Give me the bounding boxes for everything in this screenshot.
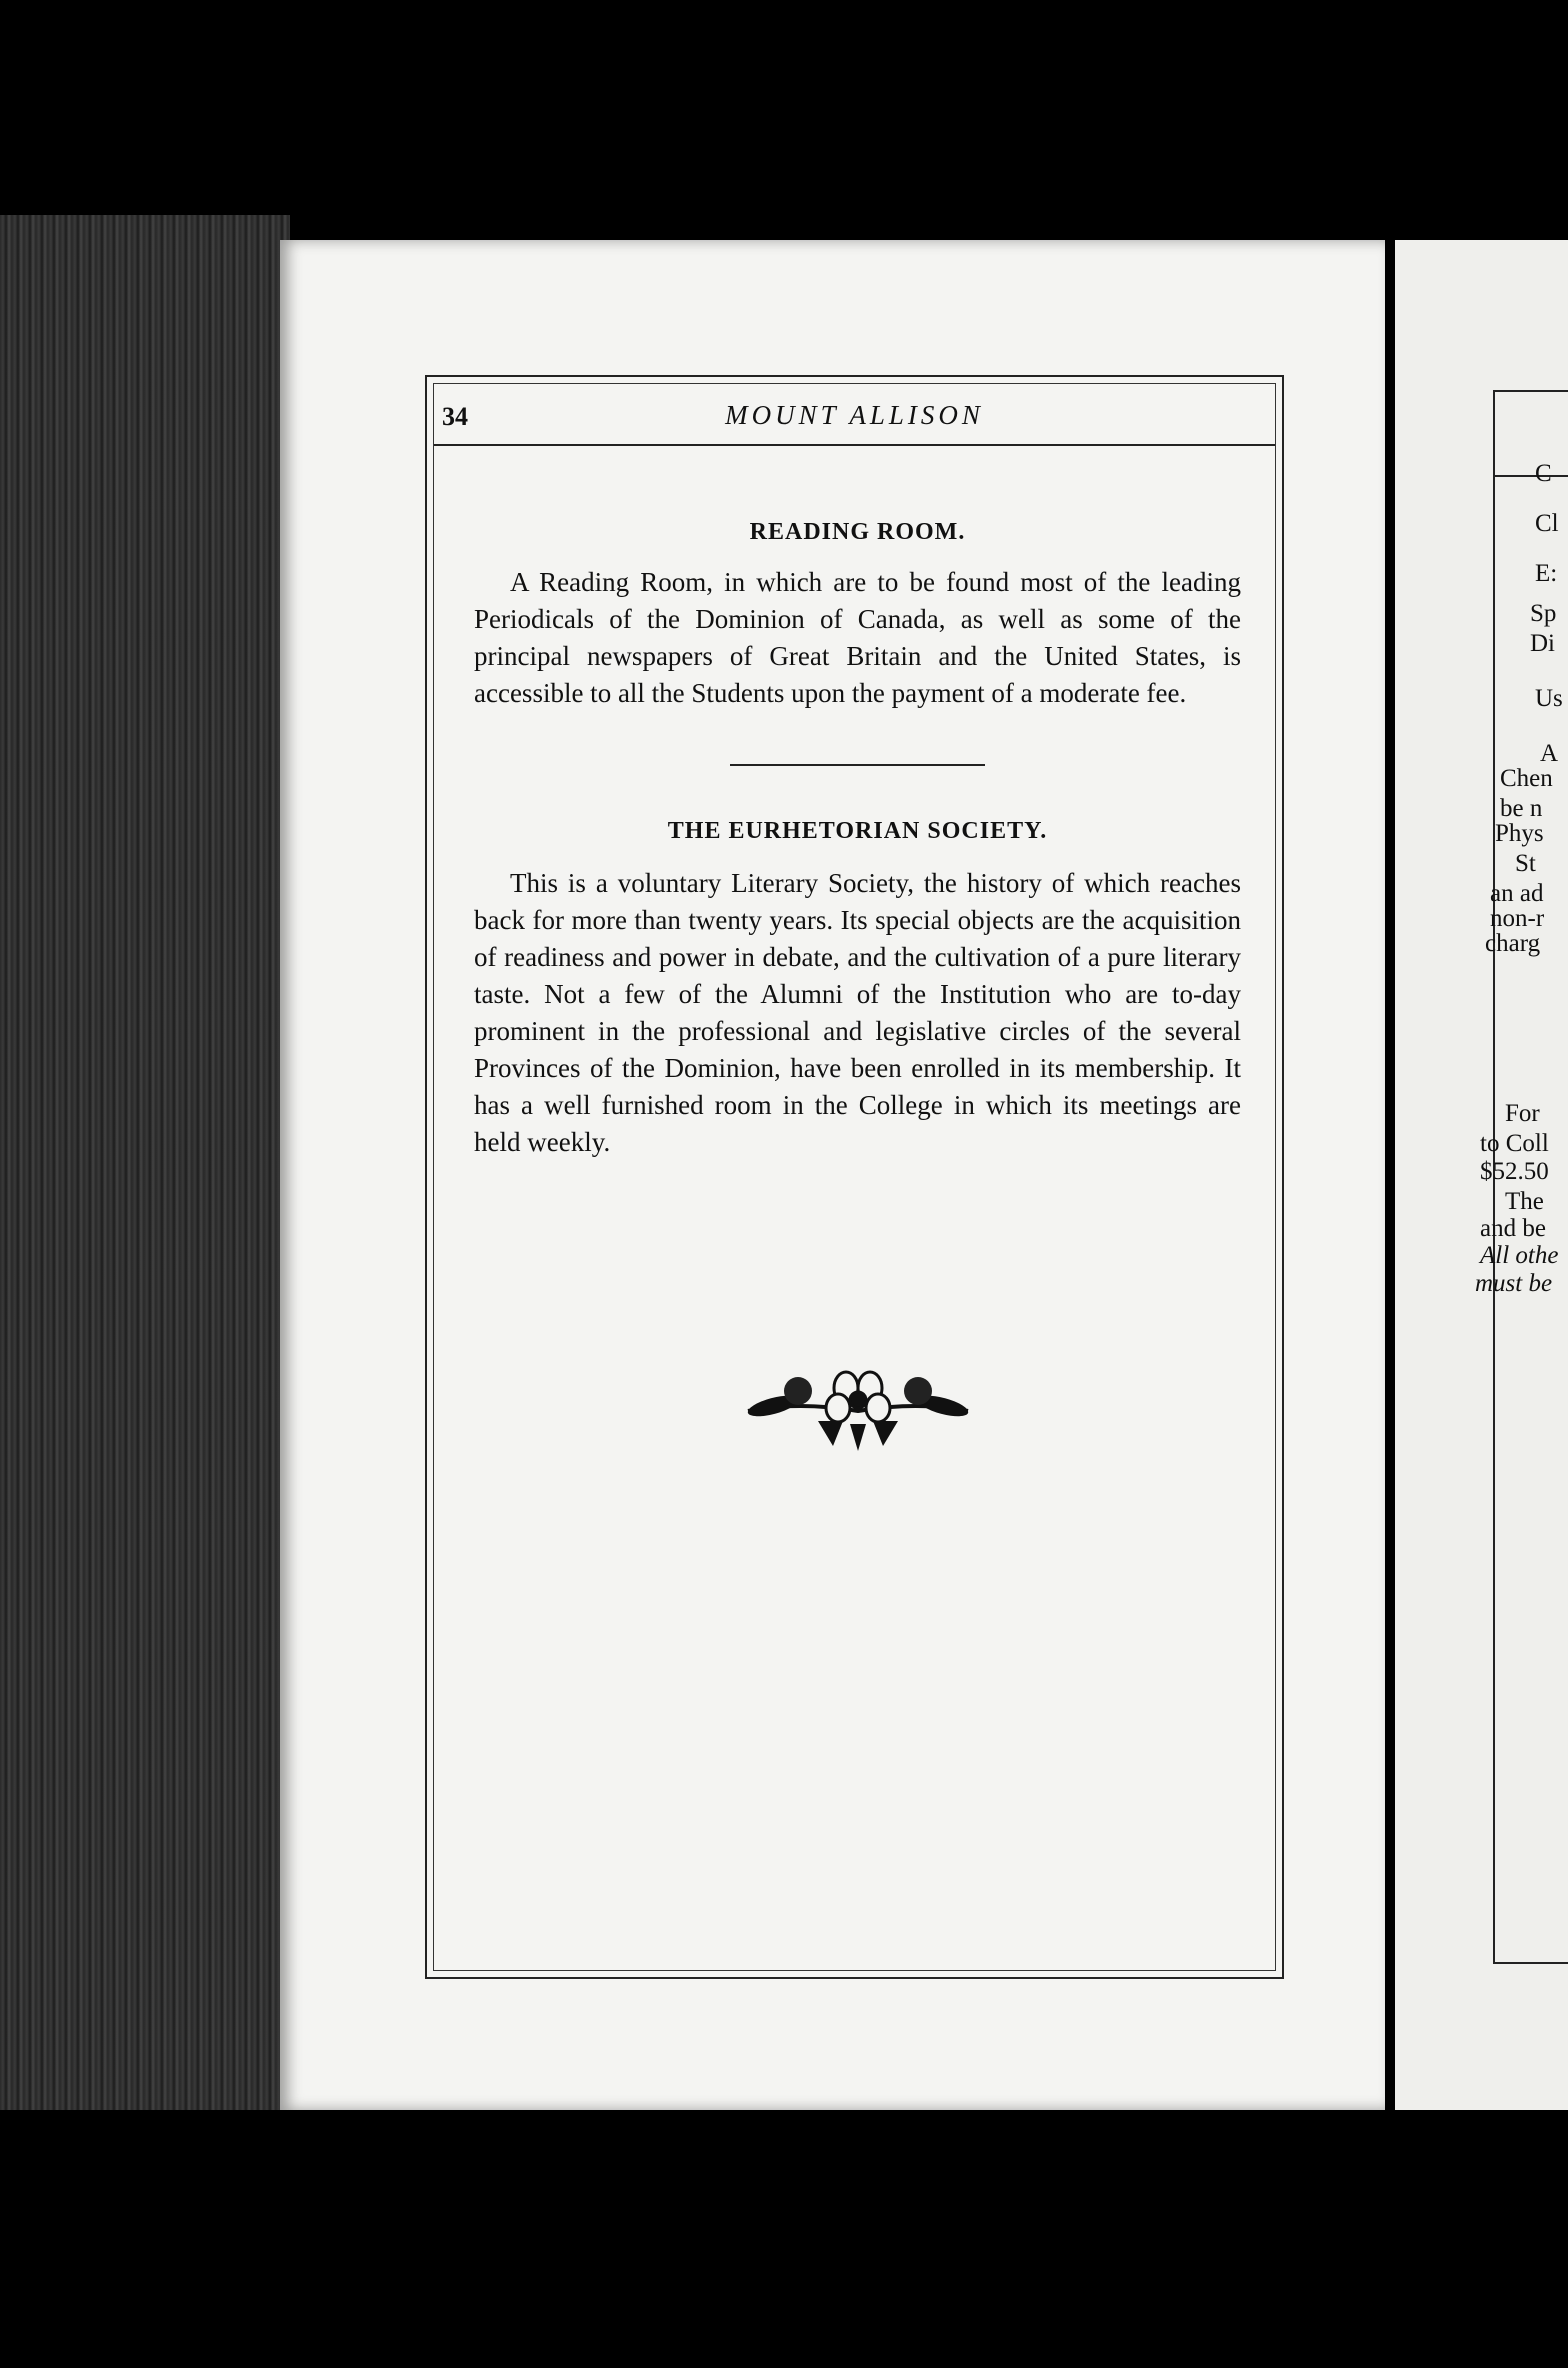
fragment: be n [1500, 795, 1543, 822]
floral-ornament-icon [738, 1366, 978, 1456]
page-border-inner [433, 383, 1276, 1971]
fragment: A [1540, 740, 1559, 767]
fragment: Chen [1500, 765, 1553, 792]
fragment: Us [1535, 685, 1563, 712]
fragment: St [1515, 850, 1536, 877]
fragment: Cl [1535, 510, 1559, 537]
fragment: Phys [1495, 820, 1544, 847]
fragment: E: [1535, 560, 1558, 587]
fragment: The [1505, 1188, 1544, 1215]
section-heading-reading-room: READING ROOM. [749, 519, 966, 545]
fragment: C [1535, 460, 1552, 487]
running-title: MOUNT ALLISON [725, 400, 984, 430]
section-body-reading-room: A Reading Room, in which are to be found most of the leading Periodicals of the Dominion of Canada, as well as some of the principal newspapers of Great Britain and the United States, is accessible to all the Students upon the payment of a moderate fee. [474, 567, 1241, 708]
page-header [434, 384, 1275, 446]
fragment: must be [1475, 1270, 1553, 1297]
fragment: $52.50 [1480, 1158, 1549, 1185]
section-divider [730, 764, 985, 766]
book-page [280, 240, 1385, 2110]
page-content [474, 479, 1241, 1456]
page-border-outer [425, 375, 1284, 1979]
fragment: an ad [1490, 880, 1544, 907]
page-number: 34 [442, 402, 468, 431]
fragment: and be [1480, 1215, 1546, 1242]
fragment: Sp [1530, 600, 1557, 627]
fragment: charg [1485, 930, 1541, 957]
adjacent-page [1395, 240, 1568, 2110]
fragment: to Coll [1480, 1130, 1549, 1157]
fragment: non-r [1490, 905, 1545, 932]
fragment: For [1505, 1100, 1540, 1127]
section-heading-eurhetorian-society: THE EURHETORIAN SOCIETY. [667, 818, 1048, 844]
section-body-eurhetorian-society: This is a voluntary Literary Society, the history of which reaches back for more than twenty years. Its special objects are the acquisition of readiness and power in debate, and the cultivation of a pure literary taste. Not a few of the Alumni of the Institution who are to-day prominent in the professional and legislative circles of the several Provinces of the Dominion, have been enrolled in its membership. It has a well furnished room in the College in which its meetings are held weekly. [474, 868, 1241, 1157]
fragment: All othe [1480, 1242, 1559, 1269]
fragment: Di [1530, 630, 1555, 657]
adjacent-page-header-rule [1493, 475, 1568, 477]
book-page-edges [0, 215, 290, 2110]
